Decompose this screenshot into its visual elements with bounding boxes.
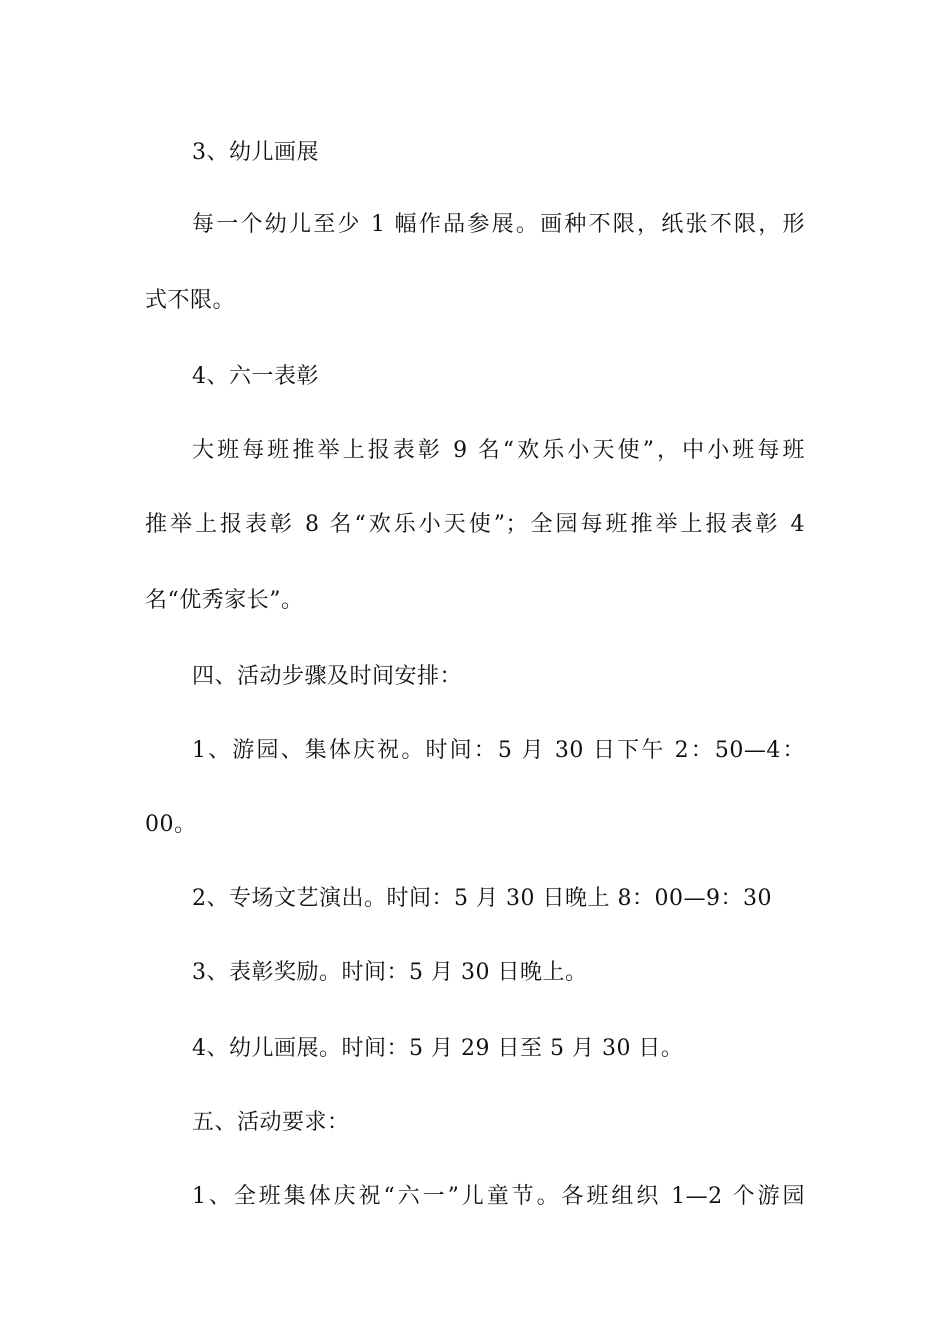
- paragraph-line: 1、游园、集体庆祝。时间：5 月 30 日下午 2：50—4：: [192, 738, 805, 763]
- paragraph-line: 大班每班推举上报表彰 9 名“欢乐小天使”，中小班每班: [192, 438, 805, 463]
- heading-june-first-awards: 4、六一表彰: [192, 364, 319, 389]
- paragraph-line: 推举上报表彰 8 名“欢乐小天使”；全园每班推举上报表彰 4: [145, 512, 805, 537]
- paragraph-line: 00。: [145, 812, 197, 837]
- schedule-item: 2、专场文艺演出。时间：5 月 30 日晚上 8：00—9：30: [192, 886, 772, 911]
- paragraph-line: 名“优秀家长”。: [145, 588, 304, 613]
- schedule-item: 4、幼儿画展。时间：5 月 29 日至 5 月 30 日。: [192, 1036, 684, 1061]
- paragraph-line: 式不限。: [145, 288, 236, 313]
- section-heading-steps-and-schedule: 四、活动步骤及时间安排：: [192, 664, 463, 689]
- paragraph-line: 1、全班集体庆祝“六一”儿童节。各班组织 1—2 个游园: [192, 1184, 805, 1209]
- schedule-item: 3、表彰奖励。时间：5 月 30 日晚上。: [192, 960, 588, 985]
- heading-child-art-exhibition: 3、幼儿画展: [192, 140, 319, 165]
- section-heading-activity-requirements: 五、活动要求：: [192, 1110, 350, 1135]
- paragraph-line: 每一个幼儿至少 1 幅作品参展。画种不限，纸张不限，形: [192, 212, 805, 237]
